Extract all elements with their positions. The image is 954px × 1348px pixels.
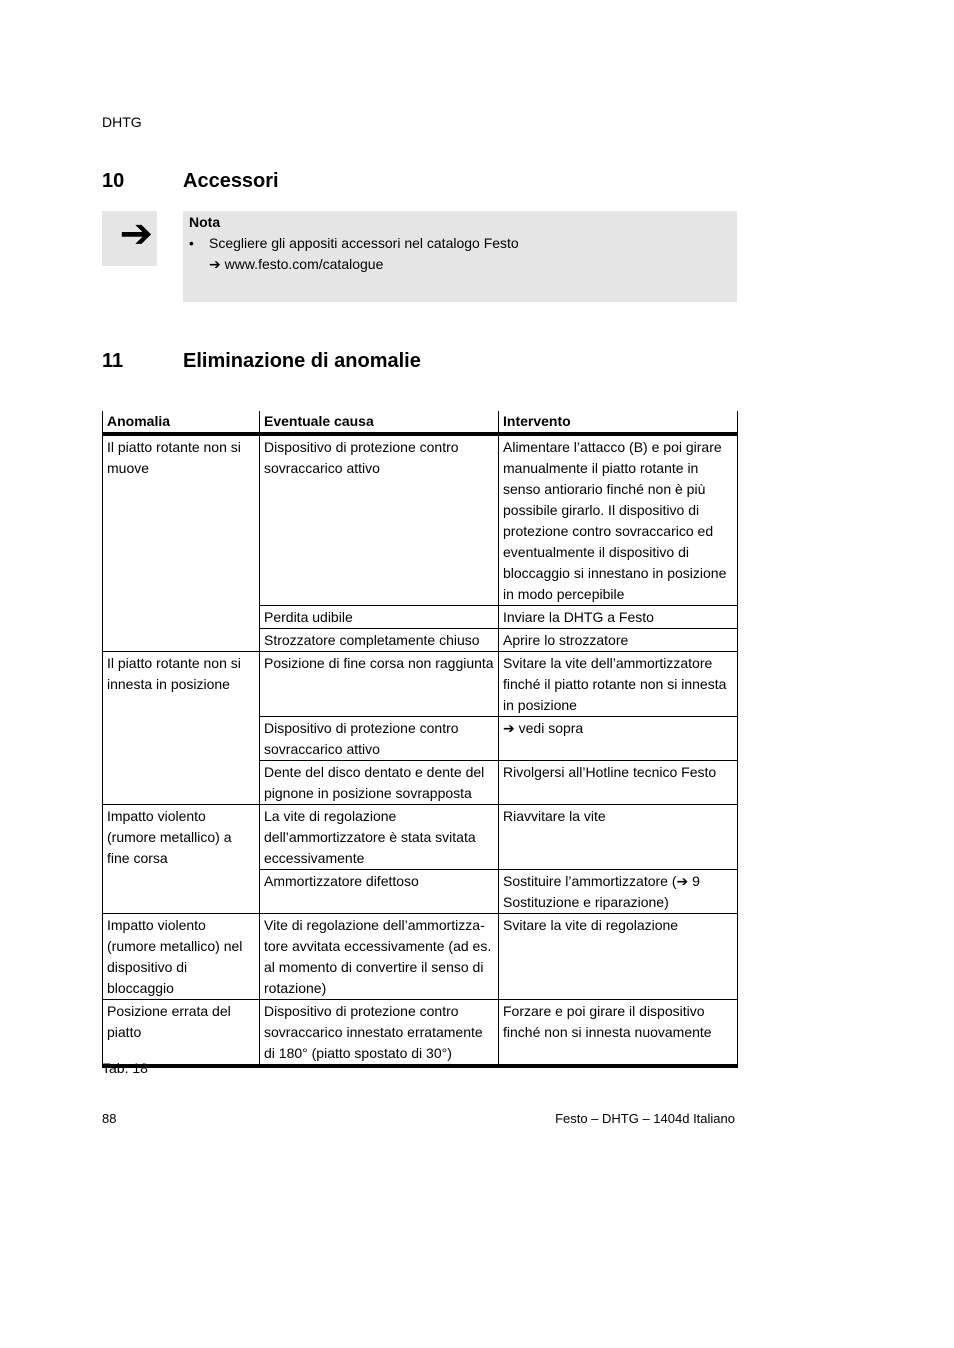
cause-cell: Dispositivo di protezione contro sovraccarico attivo (260, 434, 499, 606)
action-cell: Alimentare l’attacco (B) e poi girare manualmente il piatto rotante in senso antiorario finché non è più possibile girarlo. Il dispositivo di protezione contro sovraccarico ed eventualmente il dispositivo di bloccaggio si innestano in posizione in modo percepibile (499, 434, 738, 606)
action-cell: ➔ vedi sopra (499, 717, 738, 761)
table-row (103, 434, 738, 606)
action-cell: Forzare e poi girare il dispositivo finché non si innesta nuovamente (499, 1000, 738, 1067)
catalogue-link[interactable]: ➔ www.festo.com/catalogue (209, 256, 384, 272)
table-row (103, 914, 738, 1000)
cause-cell: Vite di regolazione dell’ammortizza-tore avvitata eccessivamente (ad es. al momento di convertire il senso di rotazione) (260, 914, 499, 1000)
document-header-label: DHTG (102, 114, 142, 130)
table-row (103, 805, 738, 870)
note-box (183, 211, 737, 302)
action-cell: Svitare la vite dell’ammortizzatore finché il piatto rotante non si innesta in posizione (499, 652, 738, 717)
table-row (103, 652, 738, 717)
table-caption: Tab. 18 (102, 1060, 148, 1076)
note-text: Scegliere gli appositi accessori nel catalogo Festo (209, 235, 519, 251)
footer-document-info: Festo – DHTG – 1404d Italiano (555, 1111, 735, 1126)
action-cell: Inviare la DHTG a Festo (499, 606, 738, 629)
anomaly-cell: Il piatto rotante non si innesta in posizione (103, 652, 260, 805)
section-number: 11 (102, 350, 124, 372)
action-cell: Riavvitare la vite (499, 805, 738, 870)
cause-cell: Dente del disco dentato e dente del pignone in posizione sovrapposta (260, 761, 499, 805)
anomaly-cell: Posizione errata del piatto (103, 1000, 260, 1067)
action-cell: Rivolgersi all’Hotline tecnico Festo (499, 761, 738, 805)
anomaly-cell: Il piatto rotante non si muove (103, 434, 260, 652)
table-row (103, 1000, 738, 1067)
cause-cell: Strozzatore completamente chiuso (260, 629, 499, 652)
table-header-row (103, 411, 738, 434)
section-number: 10 (102, 170, 125, 192)
page-number: 88 (102, 1111, 117, 1126)
arrow-right-icon: ➔ (119, 212, 153, 256)
troubleshooting-table (102, 411, 738, 1068)
column-header-cause: Eventuale causa (260, 411, 499, 434)
cause-cell: Dispositivo di protezione contro sovraccarico innestato erratamente di 180° (piatto spostato di 30°) (260, 1000, 499, 1067)
note-icon-box (102, 211, 157, 266)
column-header-action: Intervento (499, 411, 738, 434)
cause-cell: Perdita udibile (260, 606, 499, 629)
action-cell: Aprire lo strozzatore (499, 629, 738, 652)
anomaly-cell: Impatto violento (rumore metallico) a fine corsa (103, 805, 260, 914)
cause-cell: La vite di regolazione dell’ammortizzatore è stata svitata eccessivamente (260, 805, 499, 870)
cause-cell: Posizione di fine corsa non raggiunta (260, 652, 499, 717)
cause-cell: Ammortizzatore difettoso (260, 870, 499, 914)
note-title: Nota (189, 214, 221, 230)
section-title: Eliminazione di anomalie (183, 350, 421, 372)
anomaly-cell: Impatto violento (rumore metallico) nel dispositivo di bloccaggio (103, 914, 260, 1000)
section-title: Accessori (183, 170, 279, 192)
column-header-anomaly: Anomalia (103, 411, 260, 434)
action-cell: Sostituire l’ammortizzatore (➔ 9 Sostituzione e riparazione) (499, 870, 738, 914)
bullet-icon: • (189, 235, 194, 251)
action-cell: Svitare la vite di regolazione (499, 914, 738, 1000)
cause-cell: Dispositivo di protezione contro sovraccarico attivo (260, 717, 499, 761)
